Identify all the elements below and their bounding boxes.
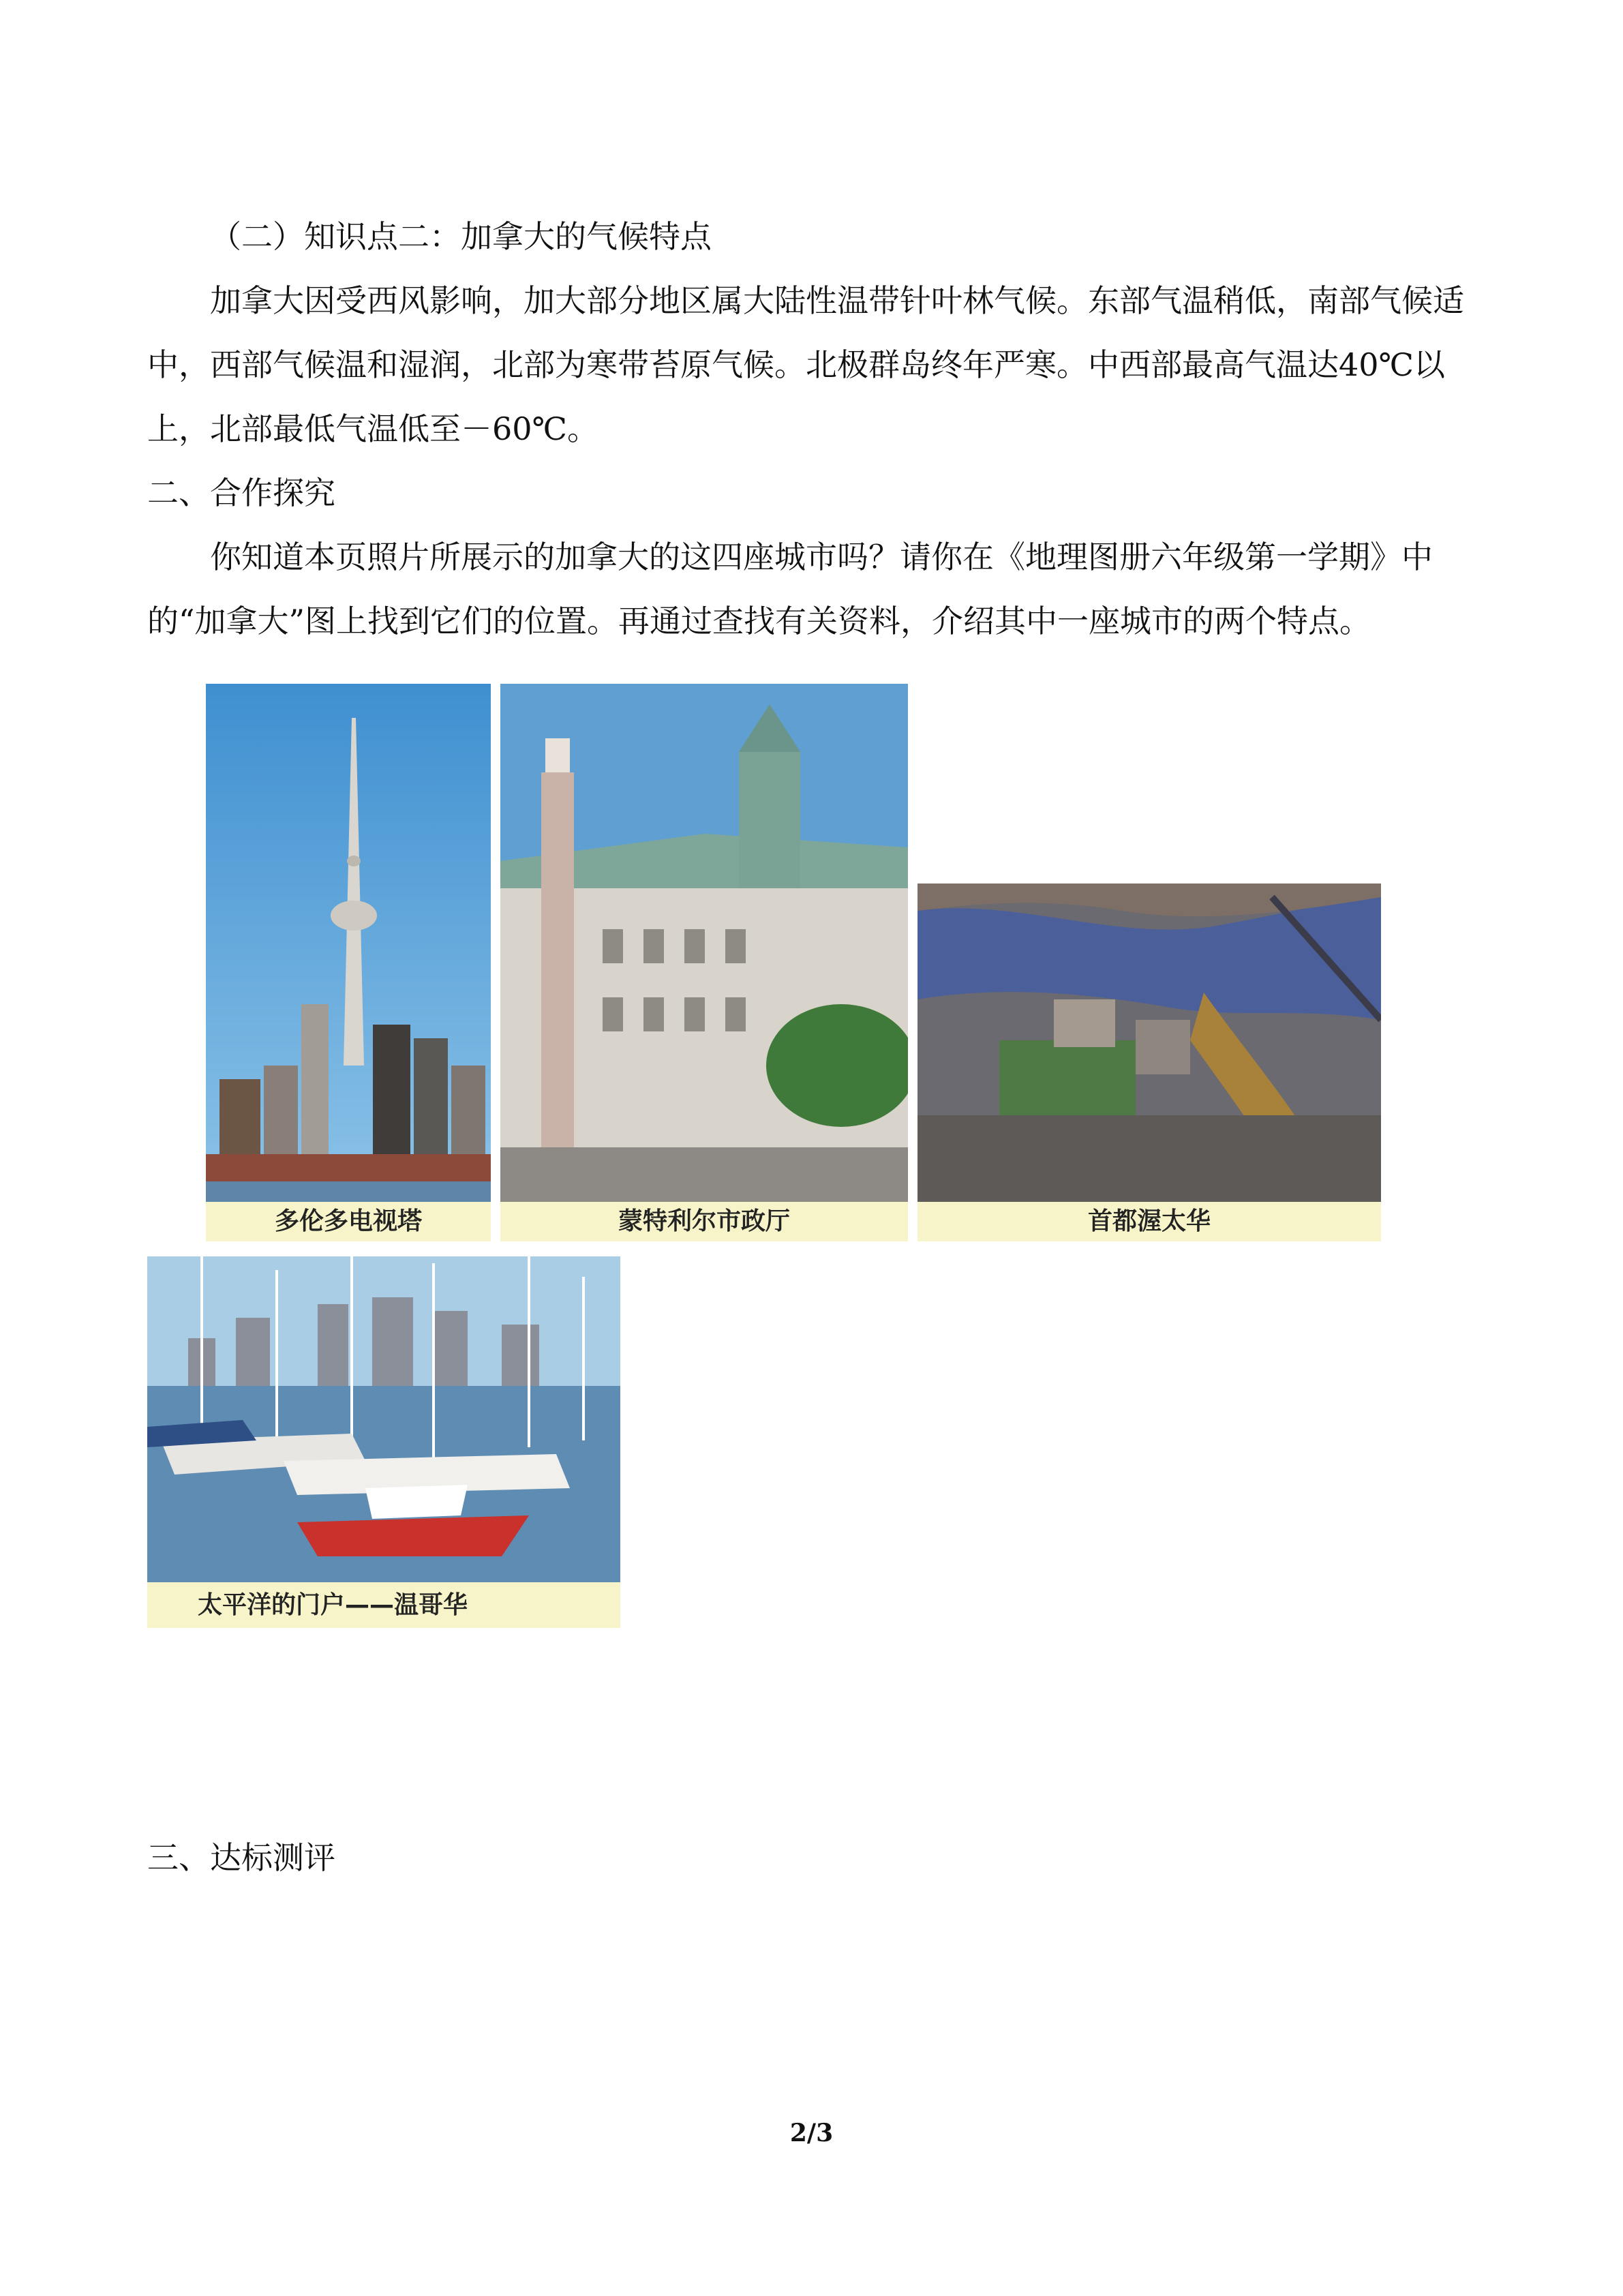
ottawa-aerial-image	[917, 883, 1381, 1202]
section-heading-climate: （二）知识点二：加拿大的气候特点	[210, 218, 712, 255]
toronto-cn-tower-image	[206, 684, 491, 1202]
photo-caption: 太平洋的门户——温哥华	[147, 1583, 620, 1628]
photo-montreal	[500, 684, 908, 1241]
photo-ottawa	[917, 883, 1381, 1241]
photo-vancouver	[147, 1256, 620, 1628]
cooperation-paragraph: 你知道本页照片所展示的加拿大的这四座城市吗？请你在《地理图册六年级第一学期》中的“加拿大”图上找到它们的位置。再通过查找有关资料，介绍其中一座城市的两个特点。	[147, 539, 1433, 639]
section-heading-cooperation: 二、合作探究	[147, 474, 335, 511]
photo-toronto	[206, 684, 491, 1241]
section-heading-assessment: 三、达标测评	[147, 1839, 335, 1876]
page-number: 2/3	[789, 2119, 834, 2147]
photo-caption: 多伦多电视塔	[206, 1202, 491, 1241]
photo-caption: 首都渥太华	[917, 1202, 1381, 1241]
photo-caption: 蒙特利尔市政厅	[500, 1202, 908, 1241]
climate-paragraph: 加拿大因受西风影响，加大部分地区属大陆性温带针叶林气候。东部气温稍低，南部气候适中，西部气候温和湿润，北部为寒带苔原气候。北极群岛终年严寒。中西部最高气温达40℃以上，北部最低气温低至－60℃。	[147, 282, 1464, 447]
vancouver-harbor-image	[147, 1256, 620, 1582]
montreal-city-hall-image	[500, 684, 908, 1202]
